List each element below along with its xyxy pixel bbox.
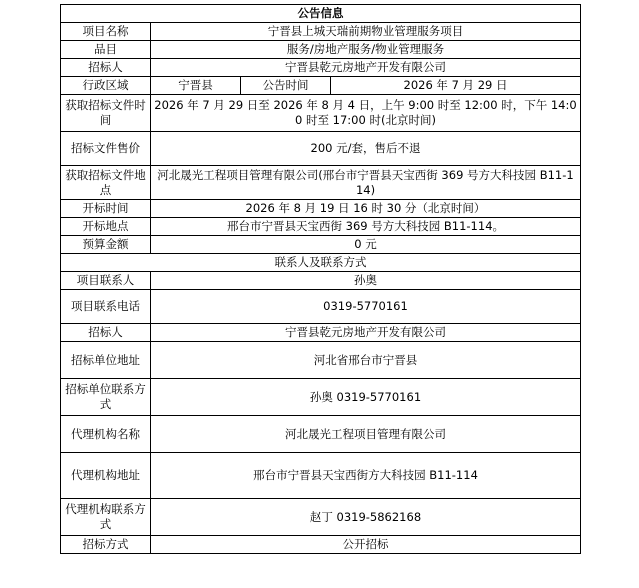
project-name-value: 宁晋县上城天瑞前期物业管理服务项目 — [151, 23, 581, 41]
tenderer-address-label: 招标单位地址 — [61, 342, 151, 379]
table-row — [61, 77, 581, 95]
agency-contact-value: 赵丁 0319-5862168 — [151, 499, 581, 536]
doc-time-value: 2026 年 7 月 29 日至 2026 年 8 月 4 日，上午 9:00 时至 12:00 时，下午 14:00 时至 17:00 时(北京时间) — [151, 95, 581, 132]
table-row — [61, 200, 581, 218]
open-place-label: 开标地点 — [61, 218, 151, 236]
region-value: 宁晋县 — [151, 77, 241, 95]
budget-label: 预算金额 — [61, 236, 151, 254]
tenderer-contact-label: 招标单位联系方式 — [61, 379, 151, 416]
open-time-label: 开标时间 — [61, 200, 151, 218]
table-row — [61, 23, 581, 41]
notice-title: 公告信息 — [61, 5, 581, 23]
agency-contact-label: 代理机构联系方式 — [61, 499, 151, 536]
publish-time-label: 公告时间 — [241, 77, 331, 95]
agency-name-value: 河北晟光工程项目管理有限公司 — [151, 416, 581, 453]
category-label: 品目 — [61, 41, 151, 59]
contact-section-row — [61, 254, 581, 272]
doc-place-value: 河北晟光工程项目管理有限公司(邢台市宁晋县天宝西街 369 号方大科技园 B11-114) — [151, 166, 581, 200]
tenderer-contact-value: 孙奥 0319-5770161 — [151, 379, 581, 416]
table-row — [61, 324, 581, 342]
tenderer-label: 招标人 — [61, 59, 151, 77]
tenderer-value: 宁晋县乾元房地产开发有限公司 — [151, 59, 581, 77]
table-row — [61, 272, 581, 290]
project-phone-label: 项目联系电话 — [61, 290, 151, 324]
table-row — [61, 218, 581, 236]
region-label: 行政区域 — [61, 77, 151, 95]
doc-price-value: 200 元/套，售后不退 — [151, 132, 581, 166]
agency-address-value: 邢台市宁晋县天宝西街方大科技园 B11-114 — [151, 453, 581, 499]
agency-name-label: 代理机构名称 — [61, 416, 151, 453]
table-row — [61, 379, 581, 416]
tender-method-label: 招标方式 — [61, 536, 151, 554]
doc-price-label: 招标文件售价 — [61, 132, 151, 166]
project-name-label: 项目名称 — [61, 23, 151, 41]
table-row — [61, 416, 581, 453]
tender-method-value: 公开招标 — [151, 536, 581, 554]
table-row — [61, 499, 581, 536]
table-row — [61, 290, 581, 324]
project-contact-label: 项目联系人 — [61, 272, 151, 290]
category-value: 服务/房地产服务/物业管理服务 — [151, 41, 581, 59]
table-row — [61, 41, 581, 59]
open-time-value: 2026 年 8 月 19 日 16 时 30 分（北京时间） — [151, 200, 581, 218]
table-row — [61, 59, 581, 77]
table-row — [61, 166, 581, 200]
table-row — [61, 536, 581, 554]
open-place-value: 邢台市宁晋县天宝西街 369 号方大科技园 B11-114。 — [151, 218, 581, 236]
table-row — [61, 95, 581, 132]
contact-tenderer-label: 招标人 — [61, 324, 151, 342]
contact-tenderer-value: 宁晋县乾元房地产开发有限公司 — [151, 324, 581, 342]
contact-section-title: 联系人及联系方式 — [61, 254, 581, 272]
project-contact-value: 孙奥 — [151, 272, 581, 290]
budget-value: 0 元 — [151, 236, 581, 254]
tenderer-address-value: 河北省邢台市宁晋县 — [151, 342, 581, 379]
title-row — [61, 5, 581, 23]
table-row — [61, 236, 581, 254]
agency-address-label: 代理机构地址 — [61, 453, 151, 499]
notice-table — [60, 4, 581, 554]
table-row — [61, 132, 581, 166]
table-row — [61, 342, 581, 379]
project-phone-value: 0319-5770161 — [151, 290, 581, 324]
doc-place-label: 获取招标文件地点 — [61, 166, 151, 200]
doc-time-label: 获取招标文件时间 — [61, 95, 151, 132]
table-row — [61, 453, 581, 499]
publish-time-value: 2026 年 7 月 29 日 — [331, 77, 581, 95]
